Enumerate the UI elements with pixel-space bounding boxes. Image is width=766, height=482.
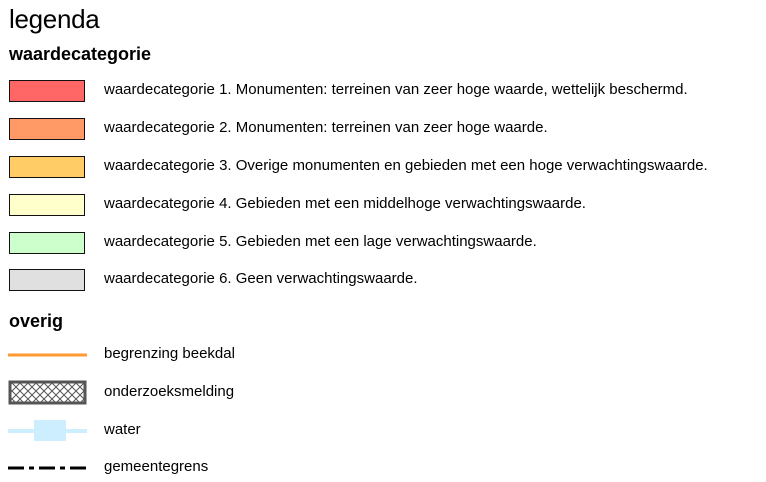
- section-heading-waardecategorie: waardecategorie: [9, 44, 152, 64]
- section-heading-overig: overig: [9, 311, 64, 331]
- legend-row-waardecategorie-2: [0, 115, 766, 143]
- legend-row-waardecategorie-4: [0, 191, 766, 219]
- legend-label: waardecategorie 3. Overige monumenten en gebieden met een hoge verwachtingswaarde.: [104, 157, 708, 174]
- color-swatch: [9, 269, 85, 291]
- legend-label: waardecategorie 1. Monumenten: terreinen van zeer hoge waarde, wettelijk beschermd.: [104, 81, 688, 98]
- water-symbol-icon: [8, 417, 88, 445]
- color-swatch: [9, 118, 85, 140]
- legend-label: gemeentegrens: [104, 458, 209, 475]
- legend-label: water: [104, 421, 141, 438]
- color-swatch: [9, 232, 85, 254]
- legend-row-waardecategorie-3: [0, 153, 766, 181]
- orange-line-icon: [8, 341, 88, 369]
- legend-label: begrenzing beekdal: [104, 345, 235, 362]
- crosshatch-box-icon: [8, 379, 88, 407]
- legend-label: onderzoeksmelding: [104, 383, 235, 400]
- legend-row-onderzoeksmelding: [0, 379, 766, 407]
- legend-row-begrenzing-beekdal: [0, 341, 766, 369]
- color-swatch: [9, 80, 85, 102]
- legend-row-gemeentegrens: [0, 454, 766, 482]
- legend-row-waardecategorie-1: [0, 77, 766, 105]
- legend-row-water: [0, 417, 766, 445]
- dash-dot-line-icon: [8, 454, 88, 482]
- color-swatch: [9, 156, 85, 178]
- legend-row-waardecategorie-6: [0, 266, 766, 294]
- legend-row-waardecategorie-5: [0, 229, 766, 257]
- legend-title: legenda: [9, 4, 100, 34]
- legend-label: waardecategorie 6. Geen verwachtingswaarde.: [104, 270, 418, 287]
- legend-label: waardecategorie 4. Gebieden met een middelhoge verwachtingswaarde.: [104, 195, 586, 212]
- legend-label: waardecategorie 5. Gebieden met een lage verwachtingswaarde.: [104, 233, 537, 250]
- color-swatch: [9, 194, 85, 216]
- legend-label: waardecategorie 2. Monumenten: terreinen van zeer hoge waarde.: [104, 119, 548, 136]
